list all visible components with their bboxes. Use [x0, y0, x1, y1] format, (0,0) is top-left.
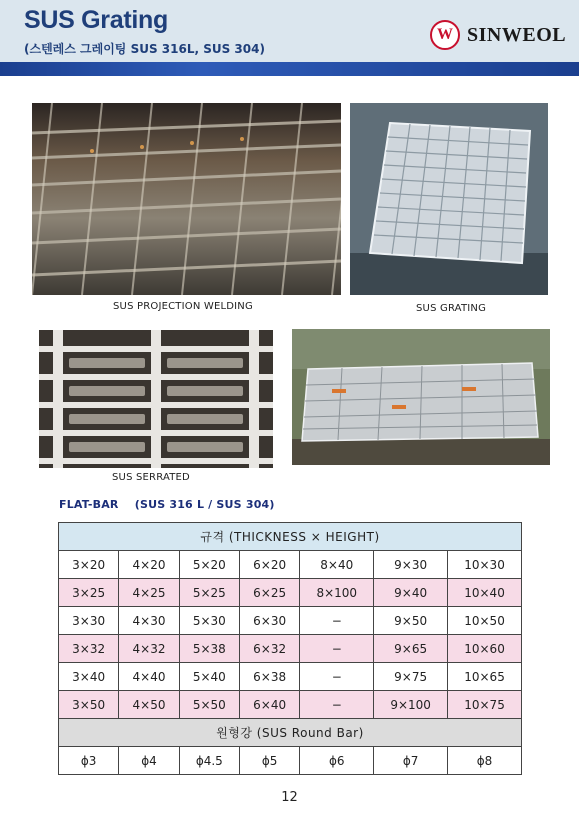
table-cell: 6×20	[239, 551, 299, 579]
table-cell: 8×100	[300, 579, 374, 607]
table-cell: 10×60	[448, 635, 522, 663]
table-header-row	[59, 523, 522, 551]
table-row	[59, 579, 522, 607]
round-bar-cell: ϕ4	[119, 747, 179, 775]
table-cell: 5×40	[179, 663, 239, 691]
round-bar-cell: ϕ4.5	[179, 747, 239, 775]
page-number: 12	[281, 790, 298, 805]
table-cell: 5×50	[179, 691, 239, 719]
table-cell: 3×25	[59, 579, 119, 607]
table-row	[59, 663, 522, 691]
table-cell: 3×40	[59, 663, 119, 691]
table-cell: 3×32	[59, 635, 119, 663]
caption-sus-grating: SUS GRATING	[416, 303, 487, 314]
table-cell: 3×50	[59, 691, 119, 719]
table-cell: 10×30	[448, 551, 522, 579]
table-row	[59, 607, 522, 635]
table-header-cell: 규격 (THICKNESS × HEIGHT)	[59, 523, 522, 551]
photo-stacked-gratings	[292, 329, 550, 465]
round-bar-header-row	[59, 719, 522, 747]
table-cell: 5×30	[179, 607, 239, 635]
table-cell: 3×20	[59, 551, 119, 579]
table-row	[59, 551, 522, 579]
table-cell: 4×50	[119, 691, 179, 719]
photo-sus-serrated-image	[39, 330, 273, 468]
photo-sus-grating	[350, 103, 548, 295]
table-cell: 10×75	[448, 691, 522, 719]
round-bar-row	[59, 747, 522, 775]
table-cell: 4×20	[119, 551, 179, 579]
logo-text: SINWEOL	[467, 23, 567, 46]
table-cell: 4×25	[119, 579, 179, 607]
header-blue-bar	[0, 62, 579, 76]
caption-projection-welding: SUS PROJECTION WELDING	[113, 301, 253, 312]
round-bar-cell: ϕ6	[300, 747, 374, 775]
table-cell: 6×38	[239, 663, 299, 691]
table-cell: 9×100	[374, 691, 448, 719]
table-cell: 9×50	[374, 607, 448, 635]
photo-sus-grating-image	[350, 103, 548, 295]
table-cell: 10×50	[448, 607, 522, 635]
table-cell: 6×30	[239, 607, 299, 635]
table-cell: 9×75	[374, 663, 448, 691]
spec-table	[58, 522, 522, 775]
table-cell: 9×40	[374, 579, 448, 607]
table-cell: 9×65	[374, 635, 448, 663]
table-row	[59, 635, 522, 663]
table-cell: −	[300, 691, 374, 719]
table-cell: 5×25	[179, 579, 239, 607]
photo-stacked-gratings-image	[292, 329, 550, 465]
table-cell: −	[300, 635, 374, 663]
table-cell: 3×30	[59, 607, 119, 635]
photo-projection-welding	[32, 103, 341, 295]
table-cell: −	[300, 663, 374, 691]
round-bar-cell: ϕ3	[59, 747, 119, 775]
table-cell: 4×30	[119, 607, 179, 635]
company-logo	[430, 20, 566, 50]
caption-sus-serrated: SUS SERRATED	[112, 472, 190, 483]
photo-projection-welding-image	[32, 103, 341, 295]
table-cell: 5×20	[179, 551, 239, 579]
logo-mark-icon	[430, 20, 460, 50]
table-cell: 8×40	[300, 551, 374, 579]
page-subtitle: (스텐레스 그레이팅 SUS 316L, SUS 304)	[24, 42, 265, 56]
table-cell: 4×32	[119, 635, 179, 663]
table-cell: −	[300, 607, 374, 635]
table-cell: 10×65	[448, 663, 522, 691]
round-bar-cell: ϕ5	[239, 747, 299, 775]
table-cell: 6×32	[239, 635, 299, 663]
table-cell: 6×25	[239, 579, 299, 607]
table-cell: 4×40	[119, 663, 179, 691]
table-cell: 6×40	[239, 691, 299, 719]
photo-sus-serrated	[39, 330, 273, 468]
table-cell: 10×40	[448, 579, 522, 607]
table-row	[59, 691, 522, 719]
round-bar-cell: ϕ8	[448, 747, 522, 775]
page-title: SUS Grating	[24, 6, 168, 34]
round-bar-cell: ϕ7	[374, 747, 448, 775]
table-cell: 5×38	[179, 635, 239, 663]
logo-mark-letter: W	[437, 26, 453, 43]
round-bar-header-cell: 원형강 (SUS Round Bar)	[59, 719, 522, 747]
page-header	[0, 0, 579, 62]
table-cell: 9×30	[374, 551, 448, 579]
flat-bar-section-title: FLAT-BAR (SUS 316 L / SUS 304)	[59, 498, 275, 511]
